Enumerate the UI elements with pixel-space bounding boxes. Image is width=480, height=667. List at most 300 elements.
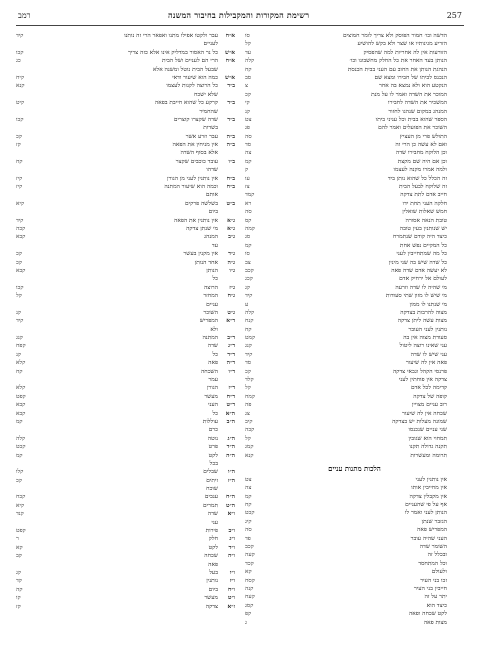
index-row <box>245 284 464 292</box>
entry-text: מצות עשה ליתן צדקה <box>397 318 447 325</box>
index-row <box>16 334 235 342</box>
entry-ref: קיד <box>245 293 253 300</box>
entry-ref: קיח <box>16 74 25 81</box>
index-row <box>16 561 235 569</box>
index-row <box>16 233 235 241</box>
index-row <box>245 40 464 48</box>
entry-text: שבעל הבית נוטל ומשנה אלא <box>153 66 218 73</box>
entry-ref: סד <box>245 142 252 149</box>
entry-marker: ב״ט <box>226 200 235 207</box>
entry-text: הספר שהוא בבית וכל עניני ביתו <box>375 116 447 123</box>
index-row <box>16 544 235 552</box>
index-row <box>16 292 235 300</box>
index-row <box>16 267 235 275</box>
entry-marker: ג״ז <box>229 284 235 291</box>
index-row <box>245 82 464 90</box>
entry-text: מי שיש לו מזון שתי סעודות <box>385 293 447 300</box>
entry-text: הנקטע הוא ולא נמצא בה אחר <box>378 83 447 90</box>
entry-ref: קכב <box>245 267 254 274</box>
entry-text: ובכלל זה <box>427 552 447 559</box>
index-row <box>245 334 464 342</box>
entry-text: אין נותנין לעני <box>415 476 447 483</box>
index-row <box>245 501 464 509</box>
entry-marker: ד״ב <box>227 335 235 342</box>
entry-text: תמרים <box>203 502 218 509</box>
entry-ref: קפח <box>16 343 26 350</box>
entry-text: מי שנתן צדקה <box>186 225 218 232</box>
entry-ref: צב <box>245 259 251 266</box>
entry-text: קופה של צדקה <box>413 393 447 400</box>
index-row <box>245 91 464 99</box>
index-row <box>16 149 235 157</box>
entry-text: צדקה אין פוחתין לעני <box>398 377 447 384</box>
entry-marker: ו״ג <box>229 536 235 543</box>
entry-ref: קיז <box>16 184 23 191</box>
entry-ref: ק <box>245 167 249 174</box>
entry-text: כל שדה שיש בה שני מינין <box>388 259 447 266</box>
entry-text: שכחה <box>204 553 218 560</box>
entry-ref: סה <box>245 133 252 140</box>
entry-ref: קכא <box>16 234 26 241</box>
entry-ref: קכ <box>245 91 251 98</box>
entry-text: לקט שכחה ופאה <box>408 611 447 618</box>
entry-ref: קא <box>245 569 252 576</box>
index-row <box>245 568 464 576</box>
entry-text: הדשה וכו׳ חמור הפוסק ולא צריך לומר חמוצים <box>343 33 447 39</box>
index-row <box>16 108 235 116</box>
entry-text: יתר על זה <box>424 594 447 601</box>
entry-ref: קס <box>245 217 252 224</box>
entry-ref: פה <box>245 402 252 409</box>
index-row <box>245 175 464 183</box>
index-row <box>16 158 235 166</box>
entry-text: חלק <box>208 536 218 543</box>
entry-text: קרקע כל שהוא חייבת בפאה <box>154 100 218 107</box>
index-row <box>245 66 464 74</box>
entry-marker: ד״ד <box>227 351 235 358</box>
index-row <box>245 560 464 568</box>
entry-marker: ד״ה <box>226 360 235 367</box>
index-row <box>16 309 235 317</box>
index-row <box>245 443 464 451</box>
entry-ref: קמ <box>245 493 252 500</box>
entry-text: השומר שדה <box>419 544 447 551</box>
entry-text: נוטה <box>207 435 218 442</box>
entry-ref: קד <box>16 578 22 585</box>
entry-ref: קנד <box>16 511 24 518</box>
index-row <box>16 384 235 392</box>
entry-marker: ה״ד <box>226 444 235 451</box>
index-row <box>16 401 235 409</box>
entry-ref: סה <box>245 527 252 534</box>
index-row <box>245 301 464 309</box>
entry-ref: קפט <box>16 528 26 535</box>
entry-ref: קל <box>245 385 251 392</box>
index-row <box>245 518 464 526</box>
index-row <box>245 217 464 225</box>
right-column <box>245 32 464 657</box>
entry-text: השכחה <box>200 368 218 375</box>
entry-text: התולש פרי מן העציץ <box>399 133 447 140</box>
entry-ref: ר <box>16 536 19 543</box>
entry-ref: צט <box>245 476 252 483</box>
entry-text: כל המקיים נפש אחת <box>399 242 447 249</box>
entry-marker: ה״ט <box>225 502 235 509</box>
entry-text: לעניים <box>203 41 218 48</box>
entry-text: כיצד הוא <box>426 602 447 609</box>
entry-ref: קז <box>16 142 21 149</box>
entry-text: פאה אין לה שיעור <box>405 360 447 367</box>
entry-ref: קלה <box>16 435 26 442</box>
entry-marker: ו״ט <box>227 595 235 602</box>
entry-marker: ד״ג <box>228 343 235 350</box>
index-row <box>245 292 464 300</box>
entry-ref: קלא <box>16 360 26 367</box>
index-row <box>245 208 464 216</box>
page-title: רשימת המקורות והמקבילות בחיבור המשנה <box>168 10 310 20</box>
index-row <box>16 493 235 501</box>
entry-ref: קנ <box>16 309 21 316</box>
entry-ref: קג <box>16 570 22 576</box>
entry-ref: קכו <box>16 49 24 56</box>
entry-ref: קכ <box>16 133 22 140</box>
entry-ref: קז <box>16 603 21 610</box>
entry-text: לעולם אל ירחיק אדם <box>399 276 447 283</box>
entry-ref: קנג <box>16 335 23 342</box>
entry-marker: ד״ז <box>228 385 235 392</box>
entry-marker: ה״א <box>225 410 235 417</box>
entry-text: תמחוי הוא שגובין <box>408 435 447 442</box>
index-row <box>245 141 464 149</box>
entry-text: עני שיש לו שדה <box>410 351 447 358</box>
index-row <box>16 435 235 443</box>
entry-ref: קכו <box>16 284 24 291</box>
entry-marker: ו״ב <box>228 528 235 535</box>
entry-marker: ג״ה <box>227 259 235 266</box>
entry-ref: קסג <box>245 602 254 609</box>
entry-ref: צה <box>245 150 252 157</box>
index-row <box>16 200 235 208</box>
index-row <box>16 124 235 132</box>
entry-text: כל הרוצה לקנות לעצמו <box>166 83 218 90</box>
entry-ref: צז <box>245 184 250 191</box>
entry-ref: קכב <box>245 544 254 551</box>
entry-text: עוללות <box>202 418 218 425</box>
entry-text: הזורעות אין לה אחריות למה שהפסיק <box>363 49 447 56</box>
entry-text: ביום <box>208 586 218 593</box>
entry-text: שדה שקצרו קוצרים <box>173 116 218 123</box>
entry-marker: ו״ו <box>229 570 235 576</box>
entry-marker: ב״ד <box>227 83 235 90</box>
entry-text: הגורן <box>206 385 218 392</box>
index-row <box>16 519 235 527</box>
index-row <box>245 166 464 174</box>
index-row <box>16 443 235 451</box>
entry-marker: א״ש <box>224 74 235 81</box>
index-row <box>245 317 464 325</box>
index-row <box>245 426 464 434</box>
entry-text: זיתים <box>206 477 218 484</box>
entry-text: מצוה להרבות בצדקה <box>400 309 447 316</box>
index-row <box>245 418 464 426</box>
entry-ref: קמד <box>245 192 255 199</box>
entry-text: שני עניים שנכנסו <box>408 427 447 434</box>
entry-text: וכמה הוא שיעור המתנה <box>164 184 218 191</box>
index-row <box>16 527 235 535</box>
entry-text: הזריע מגינותיו או שצר ולא בקש להושיע <box>357 41 447 48</box>
entry-marker: ב״ד <box>227 116 235 123</box>
entry-ref: קנ <box>16 351 21 358</box>
entry-text: ענבים <box>204 494 218 501</box>
index-row <box>245 309 464 317</box>
entry-ref: קי <box>245 100 250 107</box>
entry-marker: א״ח <box>225 58 235 65</box>
entry-ref: צט <box>245 116 252 123</box>
entry-text: חייבין בני העיר <box>413 586 447 592</box>
entry-ref: קמט <box>245 335 256 342</box>
entry-ref: קח <box>16 368 23 375</box>
entry-marker: ב״ח <box>226 184 235 191</box>
entry-ref: קמג <box>245 444 254 451</box>
index-row <box>245 410 464 418</box>
entry-marker: א״ש <box>224 49 235 56</box>
entry-ref: סה <box>245 209 252 216</box>
entry-marker: ה״ה <box>226 452 235 459</box>
entry-text: לא יעשה אדם שדה פאה <box>391 267 447 274</box>
entry-marker: ב״ד <box>227 100 235 107</box>
entry-ref: קכח <box>16 494 26 501</box>
index-row <box>16 569 235 577</box>
entry-text: וכל המתחסד <box>418 560 447 567</box>
entry-ref: כג <box>16 58 21 65</box>
entry-ref: קיג <box>245 518 252 525</box>
index-row <box>245 585 464 593</box>
index-row <box>245 49 464 57</box>
entry-ref: צה <box>245 485 252 492</box>
index-row <box>16 217 235 225</box>
entry-ref: קו <box>16 595 21 602</box>
entry-text: כל <box>212 276 218 283</box>
entry-ref: קח <box>16 158 23 165</box>
entry-ref: פג <box>245 125 250 132</box>
entry-ref: ע <box>245 301 249 308</box>
entry-ref: קנה <box>245 586 254 592</box>
entry-ref: קלה <box>245 58 255 65</box>
entry-ref: קכה <box>16 225 26 232</box>
entry-text: מעשר <box>204 595 218 602</box>
entry-ref: קמ <box>245 242 252 249</box>
entry-text: כמה הוא שיעור ודאי <box>172 74 218 81</box>
entry-text: המוכר את השדה ואמר לו על מנת <box>371 91 447 98</box>
entry-text: חמש שאלות שואלין <box>402 209 447 216</box>
entry-text: המפריש <box>199 318 218 325</box>
index-row <box>245 183 464 191</box>
entry-marker: ג״ט <box>227 309 235 316</box>
entry-text: ולעולם <box>431 569 447 576</box>
entry-text: פרנסי הקהל וגבאי צדקה <box>392 368 447 375</box>
entry-text: נותנין <box>206 578 218 585</box>
index-row <box>245 493 464 501</box>
entry-marker: ב״ח <box>226 175 235 182</box>
entry-text: הנותן לעני ואמר לו <box>404 510 447 517</box>
entry-text: עבר וזרע אשר <box>185 133 218 140</box>
index-row <box>245 32 464 40</box>
entry-ref: קכ <box>16 251 22 258</box>
entry-ref: קכה <box>245 427 255 434</box>
entry-ref: ג <box>245 619 247 626</box>
entry-ref: קא <box>16 544 23 551</box>
entry-ref: קכ <box>16 477 22 484</box>
entry-marker: ד״א <box>226 318 235 325</box>
index-row <box>245 74 464 82</box>
entry-ref: קיא <box>16 200 25 207</box>
index-row <box>16 191 235 199</box>
entry-text: שכחה אין לה שיעור <box>402 410 447 417</box>
index-row <box>245 149 464 157</box>
entry-text: אותם <box>205 192 218 199</box>
entry-marker: ב״ו <box>228 158 235 165</box>
entry-marker: ו״ד <box>228 544 235 551</box>
index-row <box>16 326 235 334</box>
index-row <box>16 317 235 325</box>
index-row <box>16 57 235 65</box>
entry-text: סעודת מצוה אין בה <box>403 335 447 342</box>
entry-text: פאה <box>208 561 218 568</box>
index-row <box>16 586 235 594</box>
index-row <box>245 543 464 551</box>
index-row <box>245 225 464 233</box>
entry-ref: קנא <box>245 452 254 459</box>
entry-ref: קסח <box>245 577 255 584</box>
index-row <box>16 594 235 602</box>
index-row <box>16 175 235 183</box>
entry-ref: קכא <box>16 410 26 417</box>
index-row <box>16 393 235 401</box>
entry-text: ולמה אמרו מקנה לעצמו <box>393 167 447 174</box>
entry-ref: קיד <box>16 318 24 325</box>
entry-text: בעל <box>209 570 218 576</box>
index-row <box>245 108 464 116</box>
entry-ref: קכא <box>16 402 26 409</box>
index-row <box>16 535 235 543</box>
entry-ref: קיד <box>16 217 24 224</box>
entry-ref: קיז <box>16 175 23 182</box>
left-column <box>16 32 235 657</box>
entry-text: בכל <box>209 460 218 467</box>
entry-text: הנותן בעד האחר את כל החלק מחשבונו וכו׳ <box>349 58 447 65</box>
entry-marker: ה״ו <box>227 469 235 476</box>
entry-text: שדהו <box>206 167 218 174</box>
entry-ref: סב <box>245 74 252 81</box>
entry-marker: ז״א <box>227 603 235 610</box>
index-row <box>245 124 464 132</box>
index-row <box>16 368 235 376</box>
entry-text: השוכר <box>203 309 218 316</box>
entry-text: אין מחייבין אותו <box>411 485 447 492</box>
entry-marker: ה״ז <box>227 477 235 484</box>
index-row <box>16 259 235 267</box>
entry-text: המחזר <box>203 293 218 300</box>
entry-text: טובת הנאה אסורה <box>405 217 447 224</box>
entry-ref: קח <box>245 66 252 73</box>
index-row <box>245 359 464 367</box>
entry-text: אין מקנין בעשר <box>183 251 218 258</box>
entry-marker: ג״ב <box>228 234 235 241</box>
entry-ref: קיא <box>16 502 25 509</box>
index-row <box>245 535 464 543</box>
entry-ref: קג <box>245 284 251 291</box>
entry-text: כל <box>212 410 218 417</box>
index-row <box>245 133 464 141</box>
entry-text: הנכנס לביתו של חבירו ומצא שם <box>374 74 447 81</box>
entry-text: הגזבר שנתן <box>421 518 447 525</box>
index-row <box>245 200 464 208</box>
entry-text: עמר <box>208 377 218 384</box>
entry-ref: קפ <box>245 611 252 618</box>
page-tag: רמב <box>18 10 31 20</box>
index-row <box>16 141 235 149</box>
index-row <box>245 577 464 585</box>
entry-ref: קלה <box>245 309 255 316</box>
entry-text: העני שהיה עובר <box>410 535 447 542</box>
index-row <box>16 510 235 518</box>
index-row <box>16 351 235 359</box>
entry-text: וכן אם היה שם מקצת <box>397 158 447 165</box>
index-row <box>16 32 235 40</box>
index-row <box>16 166 235 174</box>
entry-ref: סד <box>245 360 252 367</box>
index-row <box>245 593 464 601</box>
index-row <box>16 242 235 250</box>
entry-marker: ה״ב <box>226 418 235 425</box>
entry-marker: ג״ח <box>227 293 235 300</box>
index-row <box>245 551 464 559</box>
entry-text: עניים <box>206 301 218 308</box>
entry-text: הרי הם לעניים ושל הבית <box>161 58 218 65</box>
entry-ref: קיט <box>16 100 25 107</box>
entry-ref: קכ <box>245 368 251 375</box>
entry-ref: קכא <box>16 267 26 274</box>
entry-text: המנהג <box>204 234 218 241</box>
entry-marker: ה״ג <box>227 435 235 442</box>
entry-ref: קכו <box>16 116 24 123</box>
index-row <box>245 275 464 283</box>
index-row <box>16 376 235 384</box>
entry-ref: קח <box>245 502 252 509</box>
entry-ref: קלד <box>245 377 254 384</box>
section-title: הלכות מתנות עניים <box>328 463 381 473</box>
entry-ref: קמ <box>16 418 23 425</box>
index-row <box>245 99 464 107</box>
entry-ref: קעה <box>245 552 255 559</box>
index-row <box>245 233 464 241</box>
entry-ref: קמח <box>245 393 255 400</box>
index-row <box>245 602 464 610</box>
index-row <box>245 452 464 460</box>
entry-ref: קב <box>16 553 22 560</box>
entry-ref: עד <box>245 49 252 56</box>
index-row <box>16 250 235 258</box>
entry-ref: קח <box>245 326 252 333</box>
entry-ref: קמה <box>245 225 255 232</box>
index-row <box>16 477 235 485</box>
entry-text: אין מניחין את הפאה <box>172 142 218 149</box>
index-row <box>16 66 235 74</box>
index-row <box>245 158 464 166</box>
entry-marker: ד״ו <box>228 368 235 375</box>
entry-text: המתנה <box>202 335 218 342</box>
entry-text: לקט <box>208 544 218 551</box>
